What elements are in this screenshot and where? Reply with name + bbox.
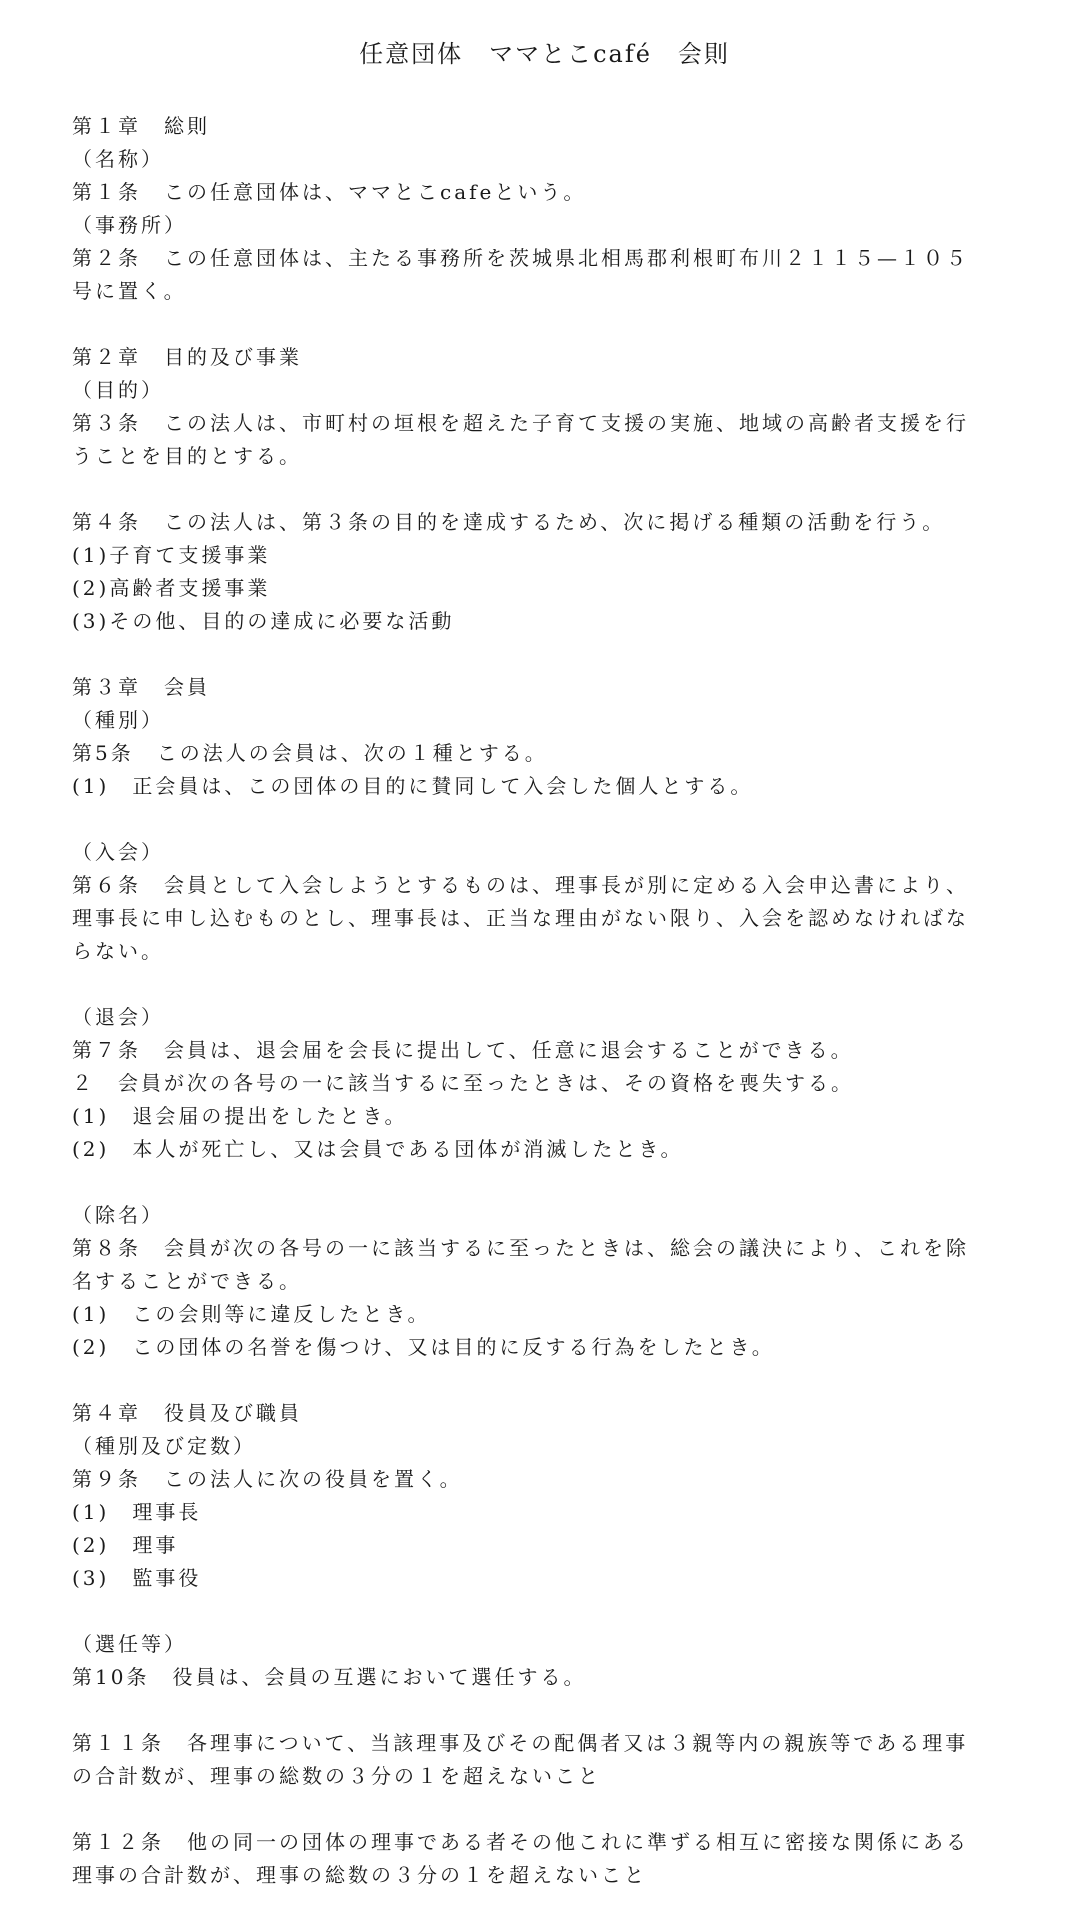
blank-line (72, 968, 1017, 1001)
section-label: （種別） (72, 708, 164, 732)
article-text: らない。 (72, 939, 164, 963)
article-text: 第６条 会員として入会しようとするものは、理事長が別に定める入会申込書により、 (72, 873, 969, 897)
section-label: （入会） (72, 840, 164, 864)
chapter-heading: 第３章 会員 (72, 675, 210, 699)
blank-line (72, 1166, 1017, 1199)
article-text: 第１１条 各理事について、当該理事及びその配偶者又は３親等内の親族等である理事 (72, 1731, 969, 1755)
section-label: （名称） (72, 147, 164, 171)
list-item: (2)高齢者支援事業 (72, 576, 271, 600)
blank-line (72, 308, 1017, 341)
article-text: 第5条 この法人の会員は、次の１種とする。 (72, 741, 548, 765)
section-label: （目的） (72, 378, 164, 402)
article-text: 第９条 この法人に次の役員を置く。 (72, 1467, 463, 1491)
chapter-heading: 第２章 目的及び事業 (72, 345, 302, 369)
article-text: ２ 会員が次の各号の一に該当するに至ったときは、その資格を喪失する。 (72, 1071, 854, 1095)
list-item: (2) 理事 (72, 1533, 179, 1557)
article-text: 名することができる。 (72, 1269, 302, 1293)
list-item: (3)その他、目的の達成に必要な活動 (72, 609, 455, 633)
article-text: 第10条 役員は、会員の互選において選任する。 (72, 1665, 587, 1689)
list-item: (3) 監事役 (72, 1566, 202, 1590)
blank-line (72, 1793, 1017, 1826)
article-text: 第７条 会員は、退会届を会長に提出して、任意に退会することができる。 (72, 1038, 854, 1062)
list-item: (1) 正会員は、この団体の目的に賛同して入会した個人とする。 (72, 774, 754, 798)
section-label: （事務所） (72, 213, 187, 237)
article-text: 理事長に申し込むものとし、理事長は、正当な理由がない限り、入会を認めなければな (72, 906, 969, 930)
article-text: 号に置く。 (72, 279, 187, 303)
chapter-heading: 第１章 総則 (72, 114, 210, 138)
document-title: 任意団体 ママとこcafé 会則 (359, 40, 730, 68)
article-text: 第４条 この法人は、第３条の目的を達成するため、次に掲げる種類の活動を行う。 (72, 510, 946, 534)
article-text: の合計数が、理事の総数の３分の１を超えないこと (72, 1764, 601, 1788)
article-text: 第８条 会員が次の各号の一に該当するに至ったときは、総会の議決により、これを除 (72, 1236, 969, 1260)
article-text: 第２条 この任意団体は、主たる事務所を茨城県北相馬郡利根町布川２１１５—１０５ (72, 246, 969, 270)
list-item: (2) この団体の名誉を傷つけ、又は目的に反する行為をしたとき。 (72, 1335, 775, 1359)
section-label: （種別及び定数） (72, 1434, 256, 1458)
blank-line (72, 1694, 1017, 1727)
article-text: うことを目的とする。 (72, 444, 302, 468)
list-item: (1) 退会届の提出をしたとき。 (72, 1104, 408, 1128)
blank-line (72, 803, 1017, 836)
document-page (72, 28, 1017, 1892)
blank-line (72, 638, 1017, 671)
blank-line (72, 1364, 1017, 1397)
list-item: (1) この会則等に違反したとき。 (72, 1302, 431, 1326)
section-label: （退会） (72, 1005, 164, 1029)
article-text: 理事の合計数が、理事の総数の３分の１を超えないこと (72, 1863, 647, 1887)
article-text: 第１２条 他の同一の団体の理事である者その他これに準ずる相互に密接な関係にある (72, 1830, 969, 1854)
list-item: (1)子育て支援事業 (72, 543, 271, 567)
list-item: (2) 本人が死亡し、又は会員である団体が消滅したとき。 (72, 1137, 684, 1161)
article-text: 第３条 この法人は、市町村の垣根を超えた子育て支援の実施、地域の高齢者支援を行 (72, 411, 969, 435)
section-label: （除名） (72, 1203, 164, 1227)
chapter-heading: 第４章 役員及び職員 (72, 1401, 302, 1425)
article-text: 第１条 この任意団体は、ママとこcafeという。 (72, 180, 587, 204)
list-item: (1) 理事長 (72, 1500, 202, 1524)
blank-line (72, 473, 1017, 506)
blank-line (72, 1595, 1017, 1628)
section-label: （選任等） (72, 1632, 187, 1656)
